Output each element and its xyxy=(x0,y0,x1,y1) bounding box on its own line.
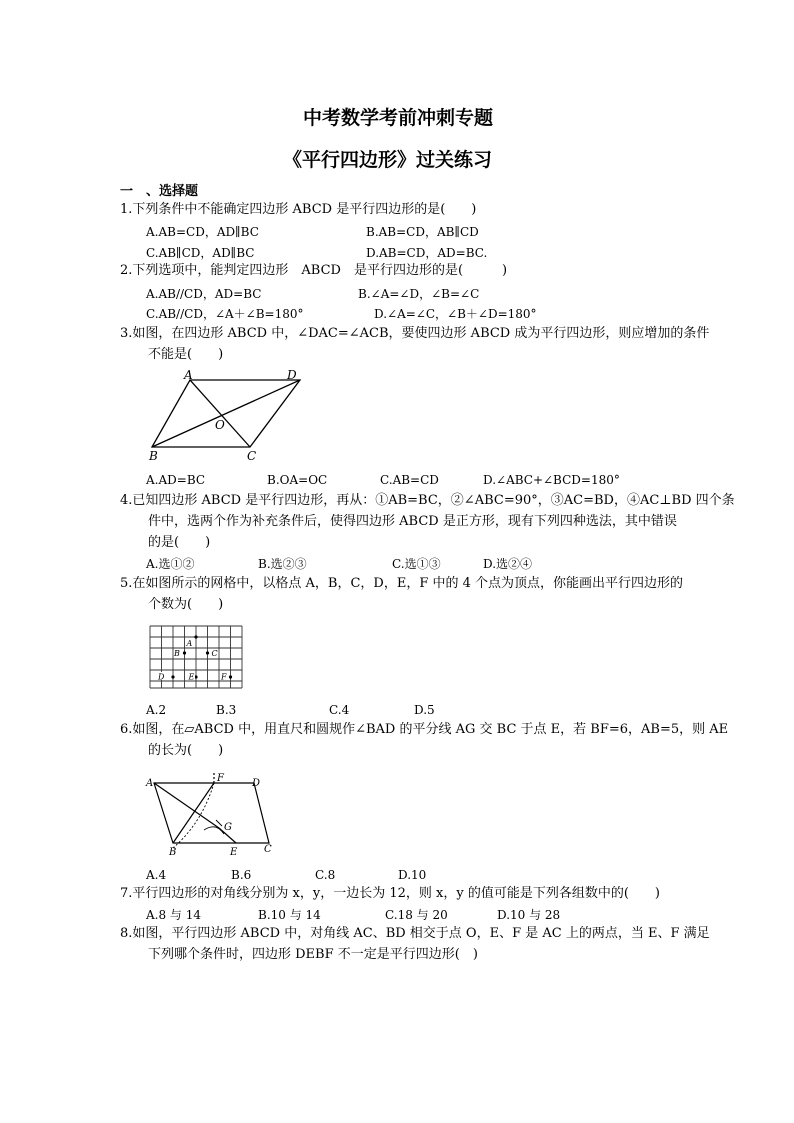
q1-option-b: B.AB=CD，AB∥CD xyxy=(366,225,479,239)
q6-stem-line2: 的长为( ) xyxy=(148,743,224,758)
q3-option-d: D.∠ABC+∠BCD=180° xyxy=(483,473,620,487)
q5-label-B: B xyxy=(174,649,180,658)
q2-option-a: A.AB//CD，AD=BC xyxy=(146,287,262,301)
q7-option-c: C.18 与 20 xyxy=(385,908,448,922)
q6-label-F: F xyxy=(217,773,224,784)
q1-option-a: A.AB=CD，AD∥BC xyxy=(146,225,259,239)
q4-option-d: D.选②④ xyxy=(483,557,533,571)
q5-option-a: A.2 xyxy=(146,703,167,717)
section-heading: 一 、选择题 xyxy=(120,184,199,199)
q5-label-F: F xyxy=(221,672,227,682)
page-title: 中考数学考前冲刺专题 xyxy=(303,107,494,129)
q6-label-C: C xyxy=(264,844,272,855)
q4-option-a: A.选①② xyxy=(146,557,195,571)
q2-stem: 2.下列选项中，能判定四边形 ABCD 是平行四边形的是( ) xyxy=(120,263,508,278)
q1-option-d: D.AB=CD，AD=BC. xyxy=(366,246,488,260)
q5-option-d: D.5 xyxy=(414,703,435,717)
q3-label-C: C xyxy=(247,449,257,463)
q1-option-c: C.AB∥CD，AD∥BC xyxy=(146,246,255,260)
q3-label-B: B xyxy=(149,449,158,463)
q4-stem-line1: 4.已知四边形 ABCD 是平行四边形，再从：①AB=BC，②∠ABC=90°，③AC=BD，④AC⊥BD 四个条 xyxy=(120,493,735,508)
q3-stem-line2: 不能是( ) xyxy=(148,347,224,362)
q6-option-c: C.8 xyxy=(315,868,336,882)
q5-label-D: D xyxy=(158,672,165,682)
q8-stem-line2: 下列哪个条件时，四边形 DEBF 不一定是平行四边形( ) xyxy=(148,947,478,962)
q6-label-G: G xyxy=(224,822,232,833)
q3-label-D: D xyxy=(287,370,297,382)
q7-option-d: D.10 与 28 xyxy=(497,908,561,922)
q3-option-c: C.AB=CD xyxy=(380,473,439,487)
q4-option-c: C.选①③ xyxy=(392,557,441,571)
q6-label-D: D xyxy=(252,778,261,789)
page-subtitle: 《平行四边形》过关练习 xyxy=(283,149,493,171)
q5-stem-line2: 个数为( ) xyxy=(148,597,224,612)
q4-stem-line2: 件中，选两个作为补充条件后，使得四边形 ABCD 是正方形，现有下列四种选法，其中错误 xyxy=(148,514,677,529)
q5-option-c: C.4 xyxy=(329,703,350,717)
q6-option-d: D.10 xyxy=(398,868,427,882)
q2-option-d: D.∠A=∠C，∠B＋∠D=180° xyxy=(374,307,537,321)
q6-label-E: E xyxy=(230,847,238,858)
q4-option-b: B.选②③ xyxy=(258,557,307,571)
q8-stem-line1: 8.如图，平行四边形 ABCD 中，对角线 AC、BD 相交于点 O，E、F 是 AC 上的两点，当 E、F 满足 xyxy=(120,926,710,941)
q4-stem-line3: 的是( ) xyxy=(148,535,211,550)
q2-option-c: C.AB//CD，∠A＋∠B=180° xyxy=(146,307,304,321)
q5-label-A: A xyxy=(186,639,193,648)
q2-option-b: B.∠A=∠D，∠B=∠C xyxy=(358,287,480,301)
q7-stem: 7.平行四边形的对角线分别为 x，y，一边长为 12，则 x，y 的值可能是下列各组数中的( ) xyxy=(120,886,660,901)
q7-option-b: B.10 与 14 xyxy=(258,908,321,922)
q6-option-b: B.6 xyxy=(231,868,252,882)
q5-label-E: E xyxy=(188,672,195,682)
q3-parallelogram-figure xyxy=(140,370,320,465)
q3-label-O: O xyxy=(215,418,225,432)
q5-grid-figure xyxy=(148,624,246,692)
q5-label-C: C xyxy=(211,649,218,658)
q3-stem-line1: 3.如图，在四边形 ABCD 中，∠DAC=∠ACB，要使四边形 ABCD 成为平行四边形，则应增加的条件 xyxy=(120,326,710,341)
q7-option-a: A.8 与 14 xyxy=(146,908,202,922)
q6-stem-line1: 6.如图，在▱ABCD 中，用直尺和圆规作∠BAD 的平分线 AG 交 BC 于点 E，若 BF=6，AB=5，则 AE xyxy=(120,722,729,737)
q3-label-A: A xyxy=(184,370,193,382)
q3-option-b: B.OA=OC xyxy=(267,473,328,487)
q6-label-B: B xyxy=(169,847,177,858)
q5-option-b: B.3 xyxy=(216,703,237,717)
q6-option-a: A.4 xyxy=(146,868,167,882)
q6-label-A: A xyxy=(146,778,154,789)
q6-construction-figure xyxy=(142,768,282,860)
q5-stem-line1: 5.在如图所示的网格中，以格点 A，B，C，D，E，F 中的 4 个点为顶点，你能画出平行四边形的 xyxy=(120,576,684,591)
q3-option-a: A.AD=BC xyxy=(146,473,206,487)
q1-stem: 1.下列条件中不能确定四边形 ABCD 是平行四边形的是( ) xyxy=(120,202,477,217)
